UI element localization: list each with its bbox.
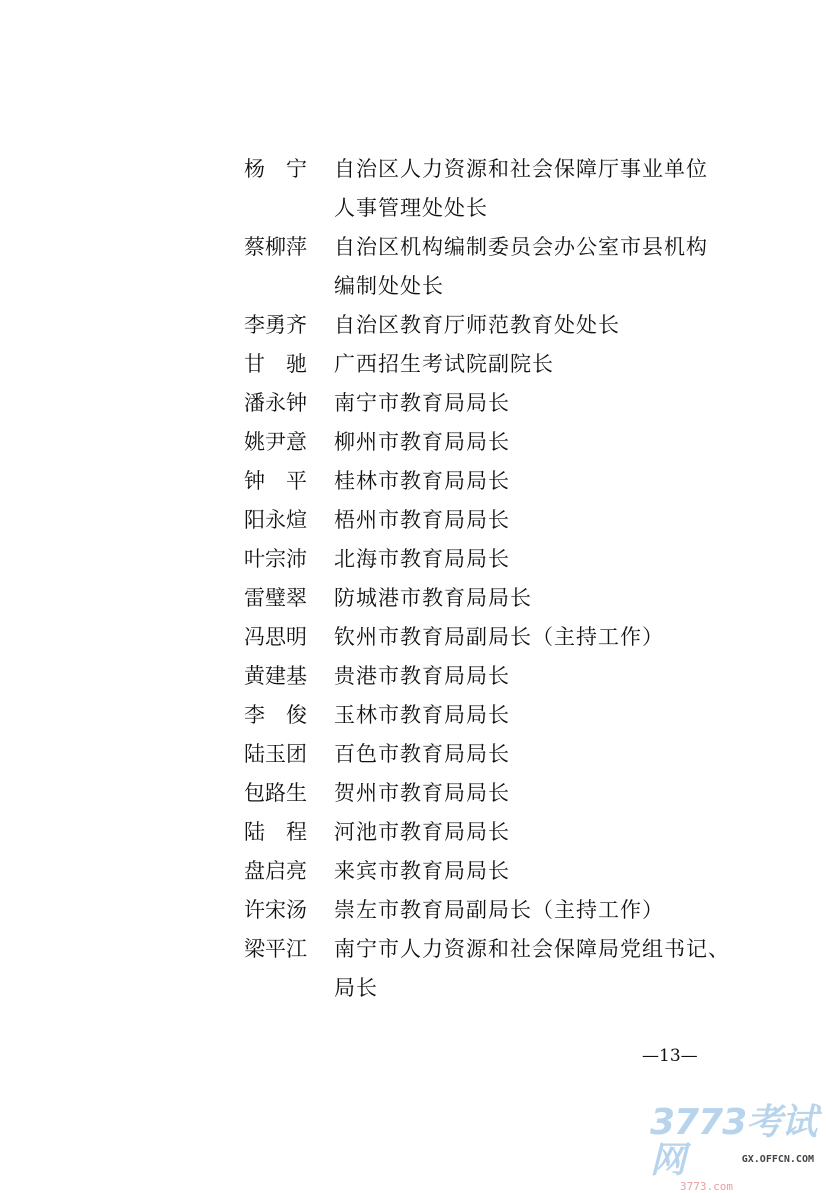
list-item xyxy=(244,462,744,501)
list-item xyxy=(244,579,744,618)
member-title: 贵港市教育局局长 xyxy=(334,664,510,688)
member-name: 叶宗沛 xyxy=(244,547,307,571)
member-title: 防城港市教育局局长 xyxy=(334,586,532,610)
member-name: 钟 平 xyxy=(244,469,307,493)
watermark-subtext: 3773.com xyxy=(680,1180,733,1193)
list-item xyxy=(244,657,744,696)
list-item xyxy=(244,384,744,423)
member-name: 蔡柳萍 xyxy=(244,235,307,259)
member-title: 梧州市教育局局长 xyxy=(334,508,510,532)
member-name: 阳永煊 xyxy=(244,508,307,532)
list-item xyxy=(244,813,744,852)
member-name: 梁平江 xyxy=(244,937,307,961)
list-item xyxy=(244,306,744,345)
member-name: 甘 驰 xyxy=(244,352,307,376)
list-item xyxy=(244,852,744,891)
member-title: 柳州市教育局局长 xyxy=(334,430,510,454)
watermark-domain: GX.OFFCN.COM xyxy=(741,1154,814,1165)
member-name: 陆玉团 xyxy=(244,742,307,766)
list-item xyxy=(244,735,744,774)
list-item xyxy=(244,930,744,1008)
list-item xyxy=(244,501,744,540)
member-title: 百色市教育局局长 xyxy=(334,742,510,766)
member-name: 潘永钟 xyxy=(244,391,307,415)
member-title: 自治区人力资源和社会保障厅事业单位 人事管理处处长 xyxy=(334,157,708,220)
list-item xyxy=(244,540,744,579)
member-name: 许宋汤 xyxy=(244,898,307,922)
member-title: 广西招生考试院副院长 xyxy=(334,352,554,376)
member-list xyxy=(244,150,744,1008)
member-name: 盘启亮 xyxy=(244,859,307,883)
member-name: 雷璧翠 xyxy=(244,586,307,610)
member-name: 杨 宁 xyxy=(244,157,307,181)
member-title: 玉林市教育局局长 xyxy=(334,703,510,727)
member-title: 桂林市教育局局长 xyxy=(334,469,510,493)
member-title: 南宁市教育局局长 xyxy=(334,391,510,415)
page-number: —13— xyxy=(642,1046,698,1066)
member-title: 自治区教育厅师范教育处处长 xyxy=(334,313,620,337)
member-name: 冯思明 xyxy=(244,625,307,649)
member-name: 陆 程 xyxy=(244,820,307,844)
list-item xyxy=(244,150,744,228)
member-title: 南宁市人力资源和社会保障局党组书记、 局长 xyxy=(334,937,730,1000)
list-item xyxy=(244,228,744,306)
member-name: 李勇齐 xyxy=(244,313,307,337)
member-name: 姚尹意 xyxy=(244,430,307,454)
list-item xyxy=(244,618,744,657)
member-title: 钦州市教育局副局长（主持工作） xyxy=(334,625,664,649)
member-title: 来宾市教育局局长 xyxy=(334,859,510,883)
member-title: 河池市教育局局长 xyxy=(334,820,510,844)
member-title: 北海市教育局局长 xyxy=(334,547,510,571)
member-name: 李 俊 xyxy=(244,703,307,727)
watermark-logo-text: 3773考试网 xyxy=(650,1102,817,1181)
member-name: 黄建基 xyxy=(244,664,307,688)
list-item xyxy=(244,774,744,813)
list-item xyxy=(244,423,744,462)
member-title: 崇左市教育局副局长（主持工作） xyxy=(334,898,664,922)
list-item xyxy=(244,891,744,930)
member-title: 自治区机构编制委员会办公室市县机构 编制处处长 xyxy=(334,235,708,298)
list-item xyxy=(244,345,744,384)
member-title: 贺州市教育局局长 xyxy=(334,781,510,805)
watermark xyxy=(650,1102,820,1193)
member-name: 包路生 xyxy=(244,781,307,805)
list-item xyxy=(244,696,744,735)
